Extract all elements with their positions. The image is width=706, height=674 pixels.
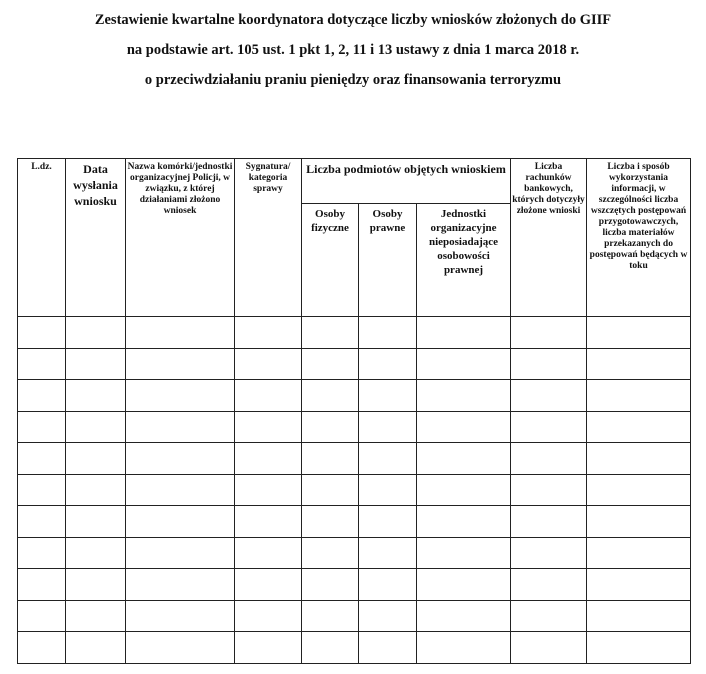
table-row	[18, 506, 691, 538]
table-cell	[302, 506, 359, 538]
table-cell	[359, 474, 417, 506]
table-row	[18, 443, 691, 475]
table-cell	[126, 537, 235, 569]
table-cell	[66, 632, 126, 664]
table-cell	[359, 600, 417, 632]
table-cell	[417, 317, 511, 349]
table-cell	[126, 506, 235, 538]
table-cell	[302, 537, 359, 569]
table-cell	[18, 506, 66, 538]
table-cell	[126, 411, 235, 443]
table-cell	[359, 380, 417, 412]
table-cell	[302, 411, 359, 443]
table-cell	[66, 443, 126, 475]
table-cell	[18, 600, 66, 632]
table-cell	[66, 317, 126, 349]
table-cell	[511, 443, 587, 475]
table-cell	[587, 537, 691, 569]
table-cell	[235, 317, 302, 349]
table-cell	[359, 569, 417, 601]
table-cell	[417, 348, 511, 380]
table-cell	[511, 600, 587, 632]
table-cell	[235, 569, 302, 601]
table-cell	[126, 600, 235, 632]
table-cell	[66, 569, 126, 601]
table-cell	[66, 348, 126, 380]
table-cell	[66, 506, 126, 538]
report-table	[17, 158, 691, 664]
table-cell	[587, 632, 691, 664]
table-cell	[302, 600, 359, 632]
table-cell	[359, 411, 417, 443]
table-cell	[18, 474, 66, 506]
table-cell	[359, 632, 417, 664]
table-cell	[235, 600, 302, 632]
table-cell	[66, 411, 126, 443]
table-row	[18, 569, 691, 601]
table-cell	[511, 411, 587, 443]
table-cell	[587, 443, 691, 475]
table-cell	[18, 632, 66, 664]
table-cell	[66, 380, 126, 412]
table-cell	[66, 474, 126, 506]
table-cell	[587, 600, 691, 632]
table-cell	[302, 348, 359, 380]
header-jednostki: Jednostki organizacyjne nieposiadające osobowości prawnej	[417, 204, 511, 317]
table-cell	[302, 632, 359, 664]
table-cell	[126, 632, 235, 664]
table-cell	[235, 380, 302, 412]
table-cell	[302, 569, 359, 601]
table-cell	[587, 317, 691, 349]
table-cell	[417, 569, 511, 601]
table-cell	[235, 632, 302, 664]
table-cell	[359, 348, 417, 380]
table-cell	[417, 537, 511, 569]
table-cell	[511, 348, 587, 380]
table-cell	[417, 380, 511, 412]
table-cell	[126, 569, 235, 601]
table-cell	[66, 600, 126, 632]
table-cell	[18, 317, 66, 349]
table-cell	[126, 317, 235, 349]
table-cell	[511, 569, 587, 601]
table-row	[18, 537, 691, 569]
header-liczba-podmiotow: Liczba podmiotów objętych wnioskiem	[302, 159, 511, 204]
table-cell	[417, 600, 511, 632]
header-liczba-rachunkow: Liczba rachunków bankowych, których dotyczyły złożone wnioski	[511, 159, 587, 317]
table-cell	[511, 380, 587, 412]
table-cell	[302, 474, 359, 506]
table-cell	[126, 474, 235, 506]
table-cell	[511, 632, 587, 664]
table-cell	[417, 443, 511, 475]
table-cell	[235, 506, 302, 538]
table-cell	[511, 474, 587, 506]
document-title-line-2: na podstawie art. 105 ust. 1 pkt 1, 2, 11 i 13 ustawy z dnia 1 marca 2018 r.	[126, 42, 580, 58]
header-ldz: L.dz.	[18, 159, 66, 317]
table-body	[18, 317, 691, 664]
table-cell	[359, 443, 417, 475]
table-row	[18, 600, 691, 632]
header-liczba-sposob: Liczba i sposób wykorzystania informacji, w szczególności liczba wszczętych postępowań przygotowawczych, liczba materiałów przekazanych do postępowań będących w toku	[587, 159, 691, 317]
table-cell	[511, 537, 587, 569]
table-cell	[18, 537, 66, 569]
table-cell	[235, 348, 302, 380]
document-title-line-1: Zestawienie kwartalne koordynatora dotyczące liczby wniosków złożonych do GIIF	[94, 12, 612, 28]
table-cell	[587, 348, 691, 380]
table-cell	[235, 474, 302, 506]
table-row	[18, 632, 691, 664]
table-cell	[66, 537, 126, 569]
table-cell	[126, 380, 235, 412]
table-cell	[302, 443, 359, 475]
table-cell	[18, 569, 66, 601]
table-cell	[18, 380, 66, 412]
table-cell	[235, 411, 302, 443]
table-cell	[587, 380, 691, 412]
table-cell	[359, 317, 417, 349]
table-cell	[302, 380, 359, 412]
header-osoby-fizyczne: Osoby fizyczne	[302, 204, 359, 317]
table-cell	[587, 506, 691, 538]
table-cell	[587, 569, 691, 601]
table-cell	[18, 348, 66, 380]
table-cell	[417, 411, 511, 443]
table-row	[18, 411, 691, 443]
header-data-wyslania: Data wysłania wniosku	[66, 159, 126, 317]
document-title-line-3: o przeciwdziałaniu praniu pieniędzy oraz finansowania terroryzmu	[144, 72, 562, 88]
table-cell	[511, 317, 587, 349]
table-row	[18, 474, 691, 506]
table-cell	[587, 411, 691, 443]
table-cell	[417, 632, 511, 664]
table-cell	[235, 537, 302, 569]
table-cell	[511, 506, 587, 538]
table-cell	[417, 474, 511, 506]
table-cell	[359, 506, 417, 538]
table-row	[18, 317, 691, 349]
table-cell	[359, 537, 417, 569]
table-cell	[126, 443, 235, 475]
header-nazwa-komorki: Nazwa komórki/jednostki organizacyjnej Policji, w związku, z której działaniami złożono wniosek	[126, 159, 235, 317]
header-sygnatura: Sygnatura/ kategoria sprawy	[235, 159, 302, 317]
table-cell	[18, 443, 66, 475]
table-cell	[18, 411, 66, 443]
table-cell	[587, 474, 691, 506]
table-cell	[417, 506, 511, 538]
table-cell	[235, 443, 302, 475]
table-row	[18, 380, 691, 412]
table-row	[18, 348, 691, 380]
table-cell	[126, 348, 235, 380]
table-cell	[302, 317, 359, 349]
header-osoby-prawne: Osoby prawne	[359, 204, 417, 317]
